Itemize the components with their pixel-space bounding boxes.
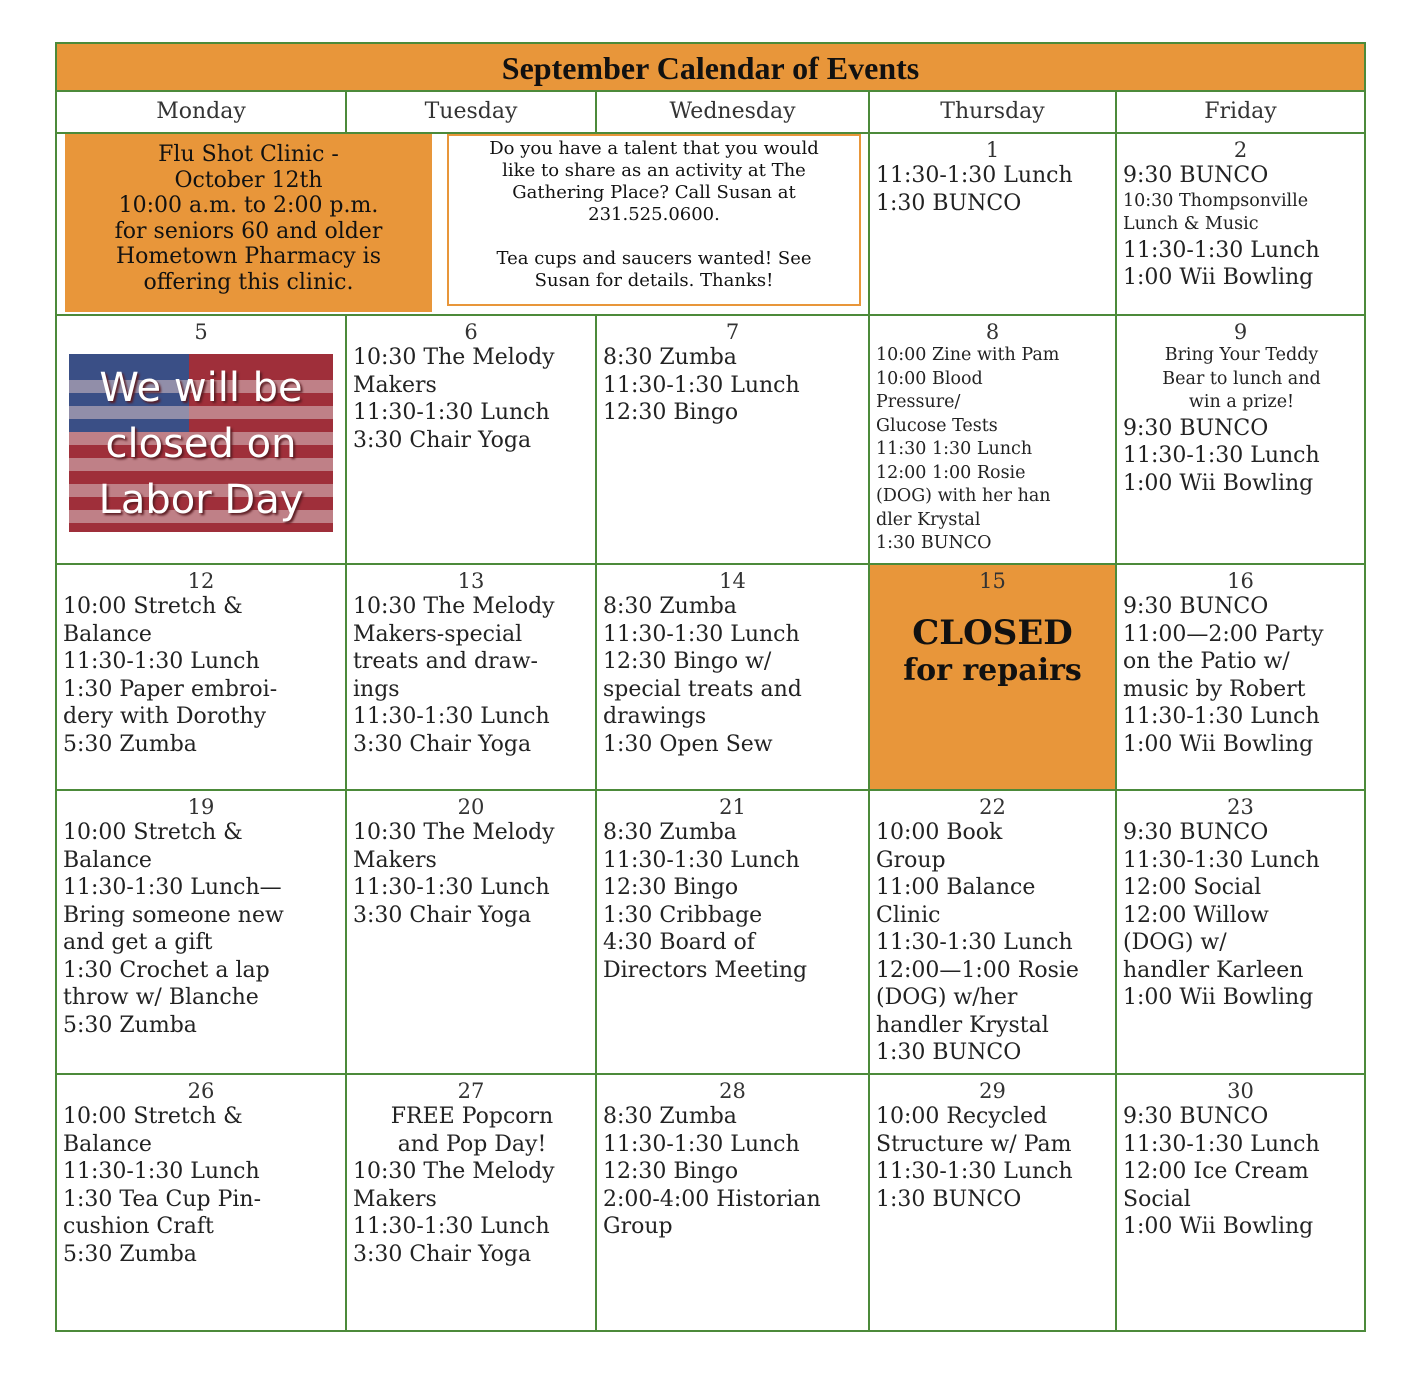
- flu-line: October 12th: [174, 167, 323, 193]
- notice-line: Susan for details. Thanks!: [534, 270, 774, 291]
- event-line: dery with Dorothy: [63, 704, 266, 729]
- event-line: Group: [603, 1214, 673, 1239]
- day-number: 22: [979, 795, 1006, 819]
- event-line: Lunch & Music: [1123, 214, 1259, 234]
- event-line: 1:00 Wii Bowling: [1123, 1214, 1314, 1239]
- event-line: Makers: [353, 1186, 437, 1212]
- day-cell: [868, 132, 1117, 316]
- event-line: 8:30 Zumba: [603, 820, 737, 845]
- event-line: 12:00 Social: [1123, 875, 1262, 900]
- flu-line: offering this clinic.: [143, 269, 354, 295]
- flu-line: for seniors 60 and older: [114, 218, 383, 244]
- day-cell: [1115, 563, 1366, 791]
- event-line: Social: [1123, 1186, 1191, 1212]
- event-line: 11:30-1:30 Lunch: [1123, 1131, 1320, 1157]
- event-line: 9:30 BUNCO: [1123, 594, 1269, 619]
- day-number: 30: [1227, 1079, 1254, 1103]
- event-line: 11:30-1:30 Lunch: [63, 649, 260, 674]
- event-line: 12:00 1:00 Rosie: [876, 462, 1026, 483]
- day-number: 15: [979, 569, 1006, 593]
- event-line: 1:30 Cribbage: [603, 902, 763, 928]
- event-line: Structure w/ Pam: [876, 1131, 1072, 1157]
- day-cell: [1115, 314, 1366, 565]
- day-number: 16: [1227, 569, 1254, 593]
- day-cell: [868, 1073, 1117, 1332]
- event-line: 10:00 Recycled: [876, 1104, 1048, 1129]
- flu-clinic-box: [65, 134, 432, 312]
- event-line: music by Robert: [1123, 676, 1306, 702]
- event-line: 11:30-1:30 Lunch: [1123, 847, 1320, 873]
- notice-line: Gathering Place? Call Susan at: [512, 182, 796, 203]
- day-number: 21: [719, 795, 746, 819]
- header-wednesday: Wednesday: [595, 92, 870, 134]
- event-line: 10:30 The Melody: [353, 594, 555, 619]
- labor-day-line: Labor Day: [98, 477, 304, 523]
- day-number: 20: [457, 795, 485, 819]
- event-line: 3:30 Chair Yoga: [353, 1241, 532, 1267]
- event-line: 11:30-1:30 Lunch: [1123, 237, 1320, 263]
- day-note: win a prize!: [1188, 392, 1295, 412]
- day-number: 9: [1233, 320, 1248, 344]
- event-line: and get a gift: [63, 930, 213, 955]
- event-line: handler Krystal: [876, 1012, 1049, 1038]
- event-line: Makers-special: [353, 621, 523, 647]
- day-cell: [345, 789, 597, 1075]
- event-line: 1:30 Paper embroi-: [63, 676, 278, 702]
- event-line: Bring someone new: [63, 902, 284, 928]
- event-line: 10:00 Book: [876, 820, 1003, 845]
- event-line: 12:00 Willow: [1123, 902, 1269, 928]
- event-line: 12:30 Bingo: [603, 875, 739, 900]
- event-line: 12:00 Ice Cream: [1123, 1159, 1309, 1184]
- day-number: 27: [457, 1079, 485, 1103]
- labor-day-text: [69, 360, 333, 528]
- event-line: 1:00 Wii Bowling: [1123, 985, 1314, 1010]
- flu-line: 10:00 a.m. to 2:00 p.m.: [118, 193, 379, 218]
- day-cell: [868, 314, 1117, 565]
- header-tuesday: Tuesday: [345, 92, 597, 134]
- event-line: 11:30 1:30 Lunch: [876, 439, 1033, 459]
- event-line: 11:30-1:30 Lunch: [63, 1159, 260, 1184]
- day-cell: [595, 314, 870, 565]
- event-line: Balance: [63, 1131, 152, 1157]
- event-line: 1:30 BUNCO: [876, 1040, 1022, 1065]
- event-line: 5:30 Zumba: [63, 731, 197, 757]
- event-line: (DOG) w/her: [876, 985, 1018, 1010]
- event-line: (DOG) w/: [1123, 930, 1227, 955]
- event-line: 11:30-1:30 Lunch: [353, 704, 550, 729]
- day-number: 29: [979, 1079, 1006, 1103]
- day-cell: [55, 789, 347, 1075]
- day-number: 1: [985, 138, 1000, 162]
- day-cell-15-closed: [868, 563, 1117, 791]
- event-line: 3:30 Chair Yoga: [353, 427, 532, 453]
- day-number: 2: [1233, 138, 1248, 162]
- event-line: handler Karleen: [1123, 957, 1304, 983]
- event-line: 9:30 BUNCO: [1123, 1104, 1269, 1129]
- week1-wednesday: [489, 132, 870, 316]
- day-cell: [595, 789, 870, 1075]
- day-number: 14: [719, 569, 746, 593]
- event-line: 10:00 Stretch &: [63, 1104, 243, 1129]
- day-note: and Pop Day!: [397, 1131, 547, 1157]
- event-line: Directors Meeting: [603, 957, 808, 983]
- event-line: 11:30-1:30 Lunch: [1123, 443, 1320, 468]
- event-line: 8:30 Zumba: [603, 1104, 737, 1129]
- flu-line: Flu Shot Clinic -: [158, 142, 339, 167]
- event-line: 10:00 Stretch &: [63, 820, 243, 845]
- event-line: 8:30 Zumba: [603, 594, 737, 619]
- event-line: 1:00 Wii Bowling: [1123, 265, 1314, 290]
- event-line: 1:00 Wii Bowling: [1123, 731, 1314, 757]
- notice-line: 231.525.0600.: [588, 204, 720, 225]
- closed-reason: for repairs: [903, 653, 1082, 688]
- event-line: 11:00—2:00 Party: [1123, 621, 1324, 647]
- event-line: 3:30 Chair Yoga: [353, 731, 532, 757]
- event-line: 9:30 BUNCO: [1123, 415, 1269, 441]
- event-line: 11:30-1:30 Lunch: [876, 1159, 1073, 1184]
- day-number: 26: [187, 1079, 215, 1103]
- event-line: 1:30 Tea Cup Pin-: [63, 1186, 262, 1212]
- day-number: 23: [1227, 795, 1254, 819]
- event-line: 11:30-1:30 Lunch—: [63, 875, 282, 900]
- event-line: Glucose Tests: [876, 415, 998, 436]
- calendar-title: September Calendar of Events: [55, 42, 1366, 92]
- event-line: 4:30 Board of: [603, 930, 755, 955]
- event-line: 12:30 Bingo: [603, 1159, 739, 1184]
- day-cell: [55, 563, 347, 791]
- event-line: cushion Craft: [63, 1214, 214, 1239]
- event-line: 11:30-1:30 Lunch: [603, 621, 800, 647]
- day-cell: [345, 314, 597, 565]
- day-cell: [1115, 1073, 1366, 1332]
- event-line: 11:00 Balance: [876, 875, 1036, 900]
- closed-label: CLOSED: [912, 613, 1073, 653]
- event-line: 11:30-1:30 Lunch: [876, 930, 1073, 955]
- event-line: 11:30-1:30 Lunch: [603, 847, 800, 873]
- notice-spacer: [449, 226, 859, 248]
- event-line: ings: [353, 676, 400, 702]
- day-cell-5: [55, 314, 347, 565]
- event-line: Group: [876, 847, 946, 873]
- event-line: drawings: [603, 704, 707, 729]
- event-line: 11:30-1:30 Lunch: [876, 163, 1073, 188]
- event-line: 5:30 Zumba: [63, 1012, 197, 1038]
- event-line: 10:30 The Melody: [353, 345, 555, 370]
- event-line: 10:00 Zine with Pam: [876, 345, 1060, 365]
- notice-line: Do you have a talent that you would: [489, 138, 819, 159]
- event-line: 11:30-1:30 Lunch: [353, 875, 550, 900]
- day-cell: [1115, 789, 1366, 1075]
- day-cell: [55, 1073, 347, 1332]
- event-line: 12:30 Bingo: [603, 400, 739, 425]
- event-line: 8:30 Zumba: [603, 345, 737, 370]
- event-line: 9:30 BUNCO: [1123, 820, 1269, 845]
- event-line: 1:30 Crochet a lap: [63, 957, 270, 983]
- event-line: 1:30 BUNCO: [876, 533, 992, 553]
- header-friday: Friday: [1115, 92, 1366, 134]
- labor-day-line: We will be: [99, 365, 303, 411]
- day-number: 7: [725, 320, 740, 344]
- day-number: 13: [457, 569, 485, 593]
- header-thursday: Thursday: [868, 92, 1117, 134]
- event-line: 3:30 Chair Yoga: [353, 902, 532, 928]
- flu-line: Hometown Pharmacy is: [115, 244, 382, 269]
- notice-line: like to share as an activity at The: [502, 160, 806, 181]
- day-number: 8: [985, 320, 1000, 344]
- event-line: 11:30-1:30 Lunch: [603, 1131, 800, 1157]
- event-line: 9:30 BUNCO: [1123, 163, 1269, 188]
- labor-day-line: closed on: [105, 421, 297, 467]
- labor-day-flag-image: [69, 354, 333, 532]
- event-line: Makers: [353, 372, 437, 398]
- notice-line: Tea cups and saucers wanted! See: [496, 248, 812, 269]
- event-line: Makers: [353, 847, 437, 873]
- event-line: 11:30-1:30 Lunch: [1123, 704, 1320, 729]
- event-line: 10:30 The Melody: [353, 1159, 555, 1184]
- notice-box: [447, 134, 861, 306]
- event-line: throw w/ Blanche: [63, 985, 259, 1010]
- event-line: dler Krystal: [876, 509, 981, 530]
- event-line: (DOG) with her han: [876, 486, 1051, 506]
- event-line: 12:30 Bingo w/: [603, 649, 772, 674]
- day-number: 12: [187, 569, 215, 593]
- day-cell: [868, 789, 1117, 1075]
- event-line: Clinic: [876, 902, 941, 928]
- day-number: 6: [464, 320, 478, 344]
- event-line: 5:30 Zumba: [63, 1241, 197, 1267]
- event-line: Balance: [63, 847, 152, 873]
- day-note: Bear to lunch and: [1162, 368, 1321, 389]
- day-number: 5: [194, 320, 208, 344]
- event-line: Balance: [63, 621, 152, 647]
- event-line: 1:00 Wii Bowling: [1123, 470, 1314, 496]
- event-line: special treats and: [603, 676, 802, 702]
- calendar: [55, 42, 1366, 1332]
- day-note: FREE Popcorn: [390, 1104, 554, 1129]
- event-line: 1:30 Open Sew: [603, 731, 773, 757]
- event-line: on the Patio w/: [1123, 649, 1290, 674]
- event-line: 11:30-1:30 Lunch: [353, 400, 550, 425]
- event-line: 10:00 Blood: [876, 368, 983, 389]
- day-number: 19: [187, 795, 215, 819]
- event-line: 11:30-1:30 Lunch: [353, 1214, 550, 1239]
- day-note: Bring Your Teddy: [1164, 345, 1319, 365]
- event-line: 1:30 BUNCO: [876, 1186, 1022, 1212]
- day-cell: [345, 563, 597, 791]
- header-monday: Monday: [55, 92, 347, 134]
- day-cell: [595, 1073, 870, 1332]
- event-line: 10:30 Thompsonville: [1123, 190, 1309, 211]
- day-cell: [1115, 132, 1366, 316]
- event-line: 10:00 Stretch &: [63, 594, 243, 619]
- event-line: treats and draw-: [353, 649, 538, 674]
- event-line: 12:00—1:00 Rosie: [876, 957, 1079, 983]
- event-line: Pressure/: [876, 392, 961, 412]
- day-number: 28: [719, 1079, 746, 1103]
- event-line: 11:30-1:30 Lunch: [603, 372, 800, 398]
- event-line: 10:30 The Melody: [353, 820, 555, 845]
- day-cell: [345, 1073, 597, 1332]
- event-line: 1:30 BUNCO: [876, 190, 1022, 216]
- event-line: 2:00-4:00 Historian: [603, 1186, 821, 1212]
- day-cell: [595, 563, 870, 791]
